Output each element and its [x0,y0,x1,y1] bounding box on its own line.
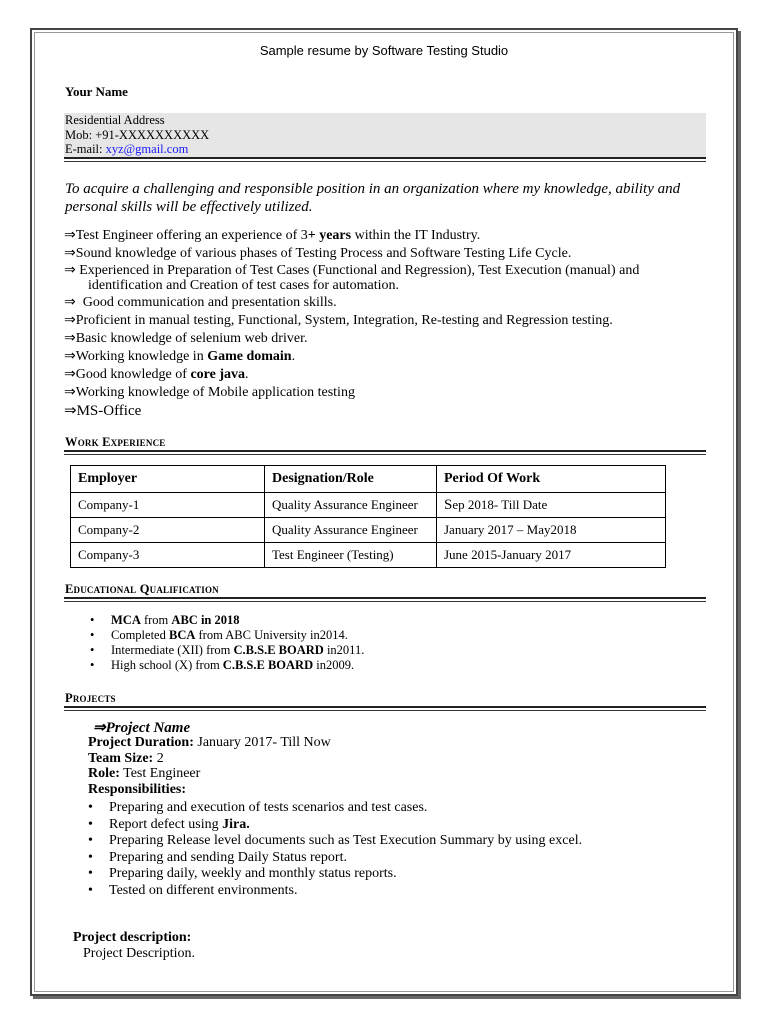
list-item: • Preparing and sending Daily Status report. [88,849,347,865]
email-label: E-mail: [65,142,106,156]
summary-item: ⇒ Experienced in Preparation of Test Cases (Functional and Regression), Test Execution (manual) and identification and Creation of test cases for automation. [64,263,640,293]
education-heading: Educational Qualification [65,582,219,596]
table-row: Company-3 Test Engineer (Testing) June 2015-January 2017 [71,543,666,568]
summary-item: ⇒Basic knowledge of selenium web driver. [64,331,308,346]
summary-item: ⇒Test Engineer offering an experience of 3+ years within the IT Industry. [64,228,481,243]
table-row: Company-1 Quality Assurance Engineer Sep 2018- Till Date [71,493,666,518]
objective: To acquire a challenging and responsible position in an organization where my knowledge, ability and personal skills will be effectively utilized. [65,181,681,215]
summary-item: ⇒ Good communication and presentation skills. [64,295,337,310]
summary-item: ⇒Proficient in manual testing, Functional, System, Integration, Re-testing and Regression testing. [64,313,613,328]
project-name: ⇒Project Name [93,720,191,736]
email-row [64,142,706,157]
project-description-label: Project description: [73,930,192,945]
divider [64,710,706,711]
summary-item: ⇒Sound knowledge of various phases of Testing Process and Software Testing Life Cycle. [64,246,572,261]
list-item: • High school (X) from C.B.S.E BOARD in2009. [90,658,355,672]
project-role: Role: Test Engineer [88,766,201,781]
summary-item: ⇒MS-Office [64,403,142,419]
list-item: • Intermediate (XII) from C.B.S.E BOARD in2011. [90,643,365,657]
divider [64,706,706,708]
work-table [70,465,666,568]
contact-block [64,113,706,157]
mobile: Mob: +91-XXXXXXXXXX [65,127,210,142]
divider [64,450,706,452]
projects-heading: Projects [65,691,116,705]
list-item: • Completed BCA from ABC University in2014. [90,628,348,642]
column-header: Employer [71,466,265,493]
page-header: Sample resume by Software Testing Studio [259,43,509,58]
divider [64,454,706,455]
responsibilities-label: Responsibilities: [88,781,187,797]
list-item: • Preparing Release level documents such as Test Execution Summary by using excel. [88,833,583,848]
team-size: Team Size: 2 [88,750,164,766]
column-header: Designation/Role [265,466,437,493]
project-description: Project Description. [83,946,195,961]
candidate-name: Your Name [65,84,128,99]
list-item: • Report defect using Jira. [88,816,250,832]
summary-list [64,227,714,420]
divider [64,597,706,599]
responsibilities-list [88,800,582,899]
address: Residential Address [65,113,165,127]
email-link[interactable]: xyz@gmail.com [105,142,189,156]
summary-item: ⇒Working knowledge in Game domain. [64,349,296,364]
divider [64,161,706,162]
divider [64,157,706,159]
list-item: • MCA from ABC in 2018 [90,613,240,627]
project-details [88,735,331,797]
summary-item: ⇒Good knowledge of core java. [64,367,249,382]
list-item: • Preparing and execution of tests scenarios and test cases. [88,800,428,815]
list-item: • Preparing daily, weekly and monthly status reports. [88,866,397,881]
list-item: • Tested on different environments. [88,882,298,898]
column-header: Period Of Work [437,466,666,493]
divider [64,601,706,602]
education-list [90,613,364,673]
table-row: Company-2 Quality Assurance Engineer January 2017 – May2018 [71,518,666,543]
work-heading: Work Experience [65,435,166,449]
project-duration: Project Duration: January 2017- Till Now [88,735,331,750]
summary-item: ⇒Working knowledge of Mobile application testing [64,385,355,400]
table-header-row [71,466,666,493]
